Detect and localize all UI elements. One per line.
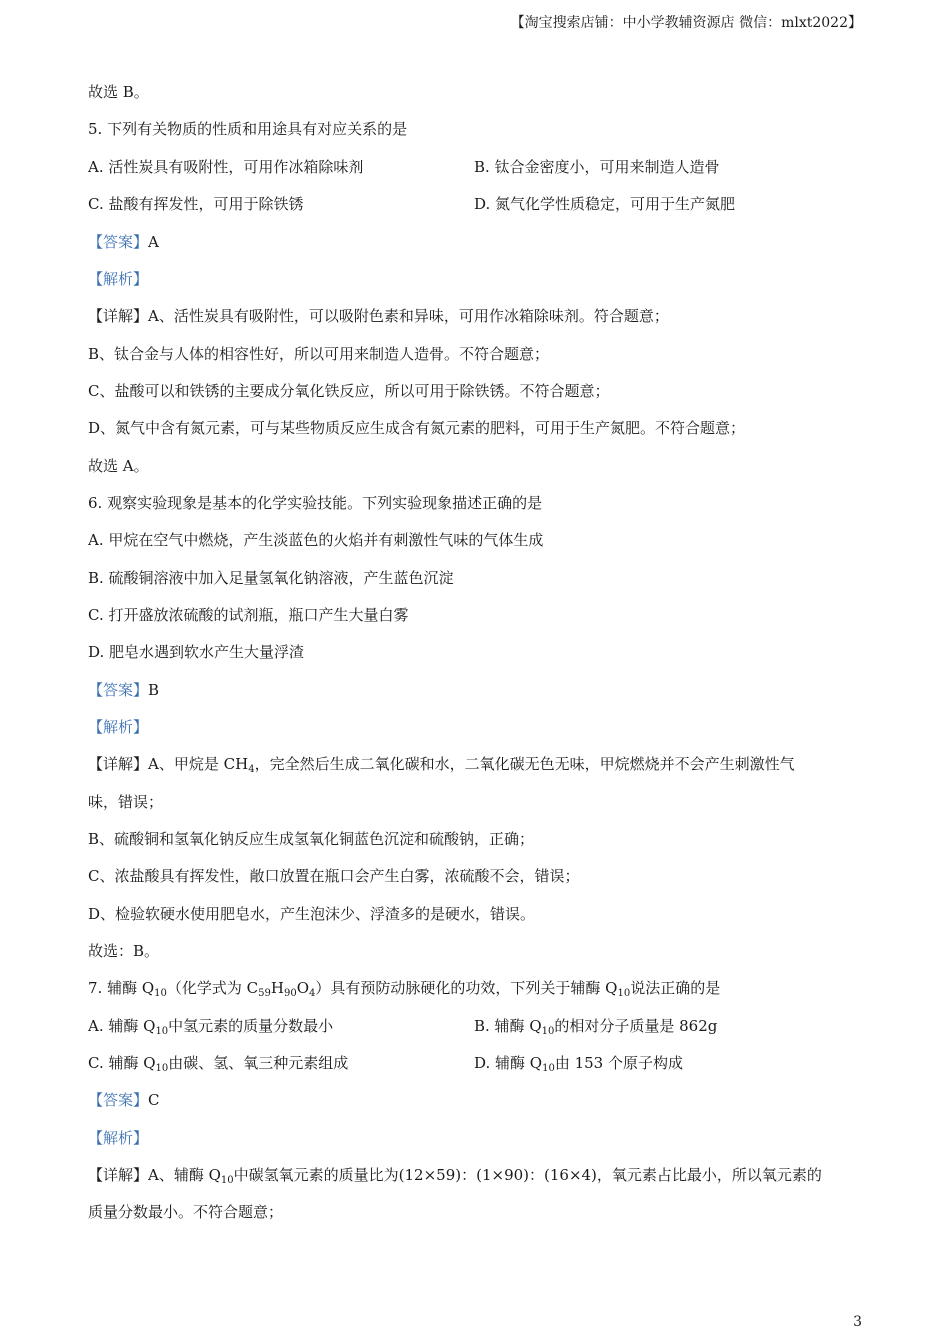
detail-line: 【详解】A、辅酶 $Q_{10}$中碳氢氧元素的质量比为(12×59)：(1×90)：(16×4)，氧元素占比最小，所以氧元素的 bbox=[88, 1166, 822, 1186]
analysis-line bbox=[88, 269, 148, 289]
explanation-line: 味，错误； bbox=[88, 793, 164, 811]
question-5-stem: 5. 下列有关物质的性质和用途具有对应关系的是 bbox=[88, 120, 408, 138]
explanation-line: 质量分数最小。不符合题意； bbox=[88, 1203, 284, 1221]
page-header: 【淘宝搜索店铺：中小学教辅资源店 微信：mlxt2022】 bbox=[510, 15, 862, 31]
option-b: B. 辅酶 $Q_{10}$的相对分子质量是 862g bbox=[474, 1017, 718, 1037]
question-5-options-cd bbox=[88, 194, 736, 214]
analysis-tag: 【解析】 bbox=[88, 270, 149, 288]
conclusion-line: 故选 A。 bbox=[88, 457, 149, 475]
detail-line: 【详解】A、活性炭具有吸附性，可以吸附色素和异味，可用作冰箱除味剂。符合题意； bbox=[88, 307, 669, 325]
answer-tag: 【答案】 bbox=[88, 233, 149, 251]
option-c: C. 打开盛放浓硫酸的试剂瓶，瓶口产生大量白雾 bbox=[88, 606, 409, 624]
detail-tag: 【详解】 bbox=[88, 755, 149, 773]
option-c: C. 盐酸有挥发性，可用于除铁锈 bbox=[88, 195, 304, 213]
question-5-options-ab bbox=[88, 157, 720, 177]
answer-line: 【答案】B bbox=[88, 681, 160, 699]
conclusion-line: 故选：B。 bbox=[88, 942, 160, 960]
option-b: B. 钛合金密度小，可用来制造人造骨 bbox=[474, 158, 720, 176]
explanation-line: D、氮气中含有氮元素，可与某些物质反应生成含有氮元素的肥料，可用于生产氮肥。不符合题意； bbox=[88, 419, 746, 437]
detail-tag: 【详解】 bbox=[88, 307, 149, 325]
explanation-line: C、浓盐酸具有挥发性，敞口放置在瓶口会产生白雾，浓硫酸不会，错误； bbox=[88, 867, 580, 885]
option-a: A. 辅酶 $Q_{10}$中氢元素的质量分数最小 bbox=[88, 1017, 334, 1037]
question-7-options-ab bbox=[88, 1016, 718, 1037]
answer-tag: 【答案】 bbox=[88, 681, 149, 699]
detail-tag: 【详解】 bbox=[88, 1166, 149, 1184]
conclusion-line: 故选 B。 bbox=[88, 83, 149, 101]
option-a: A. 活性炭具有吸附性，可用作冰箱除味剂 bbox=[88, 158, 364, 176]
explanation-line: C、盐酸可以和铁锈的主要成分氧化铁反应，所以可用于除铁锈。不符合题意； bbox=[88, 382, 610, 400]
option-c: C. 辅酶 $Q_{10}$由碳、氢、氧三种元素组成 bbox=[88, 1054, 349, 1074]
explanation-line: B、硫酸铜和氢氧化钠反应生成氢氧化铜蓝色沉淀和硫酸钠，正确； bbox=[88, 830, 535, 848]
detail-line: 【详解】A、甲烷是 $CH_4$，完全然后生成二氧化碳和水，二氧化碳无色无味，甲烷燃烧并不会产生刺激性气 bbox=[88, 755, 795, 775]
option-a: A. 甲烷在空气中燃烧，产生淡蓝色的火焰并有刺激性气味的气体生成 bbox=[88, 531, 544, 549]
explanation-line: B、钛合金与人体的相容性好，所以可用来制造人造骨。不符合题意； bbox=[88, 345, 550, 363]
option-b: B. 硫酸铜溶液中加入足量氢氧化钠溶液，产生蓝色沉淀 bbox=[88, 569, 454, 587]
option-d: D. 辅酶 $Q_{10}$由 153 个原子构成 bbox=[474, 1054, 683, 1074]
analysis-line bbox=[88, 717, 148, 737]
analysis-tag: 【解析】 bbox=[88, 1129, 149, 1147]
answer-line: 【答案】A bbox=[88, 233, 159, 251]
option-d: D. 氮气化学性质稳定，可用于生产氮肥 bbox=[474, 195, 736, 213]
analysis-tag: 【解析】 bbox=[88, 718, 149, 736]
option-d: D. 肥皂水遇到软水产生大量浮渣 bbox=[88, 643, 305, 661]
page-number: 3 bbox=[853, 1314, 862, 1330]
analysis-line bbox=[88, 1128, 148, 1148]
answer-line: 【答案】C bbox=[88, 1091, 160, 1109]
question-7-options-cd bbox=[88, 1053, 683, 1074]
question-7-stem: 7. 辅酶 $Q_{10}$（化学式为 $C_{59}H_{90}O_4$）具有预防动脉硬化的功效，下列关于辅酶 $Q_{10}$说法正确的是 bbox=[88, 979, 721, 999]
answer-tag: 【答案】 bbox=[88, 1091, 149, 1109]
question-6-stem: 6. 观察实验现象是基本的化学实验技能。下列实验现象描述正确的是 bbox=[88, 494, 543, 512]
explanation-line: D、检验软硬水使用肥皂水，产生泡沫少、浮渣多的是硬水，错误。 bbox=[88, 905, 536, 923]
